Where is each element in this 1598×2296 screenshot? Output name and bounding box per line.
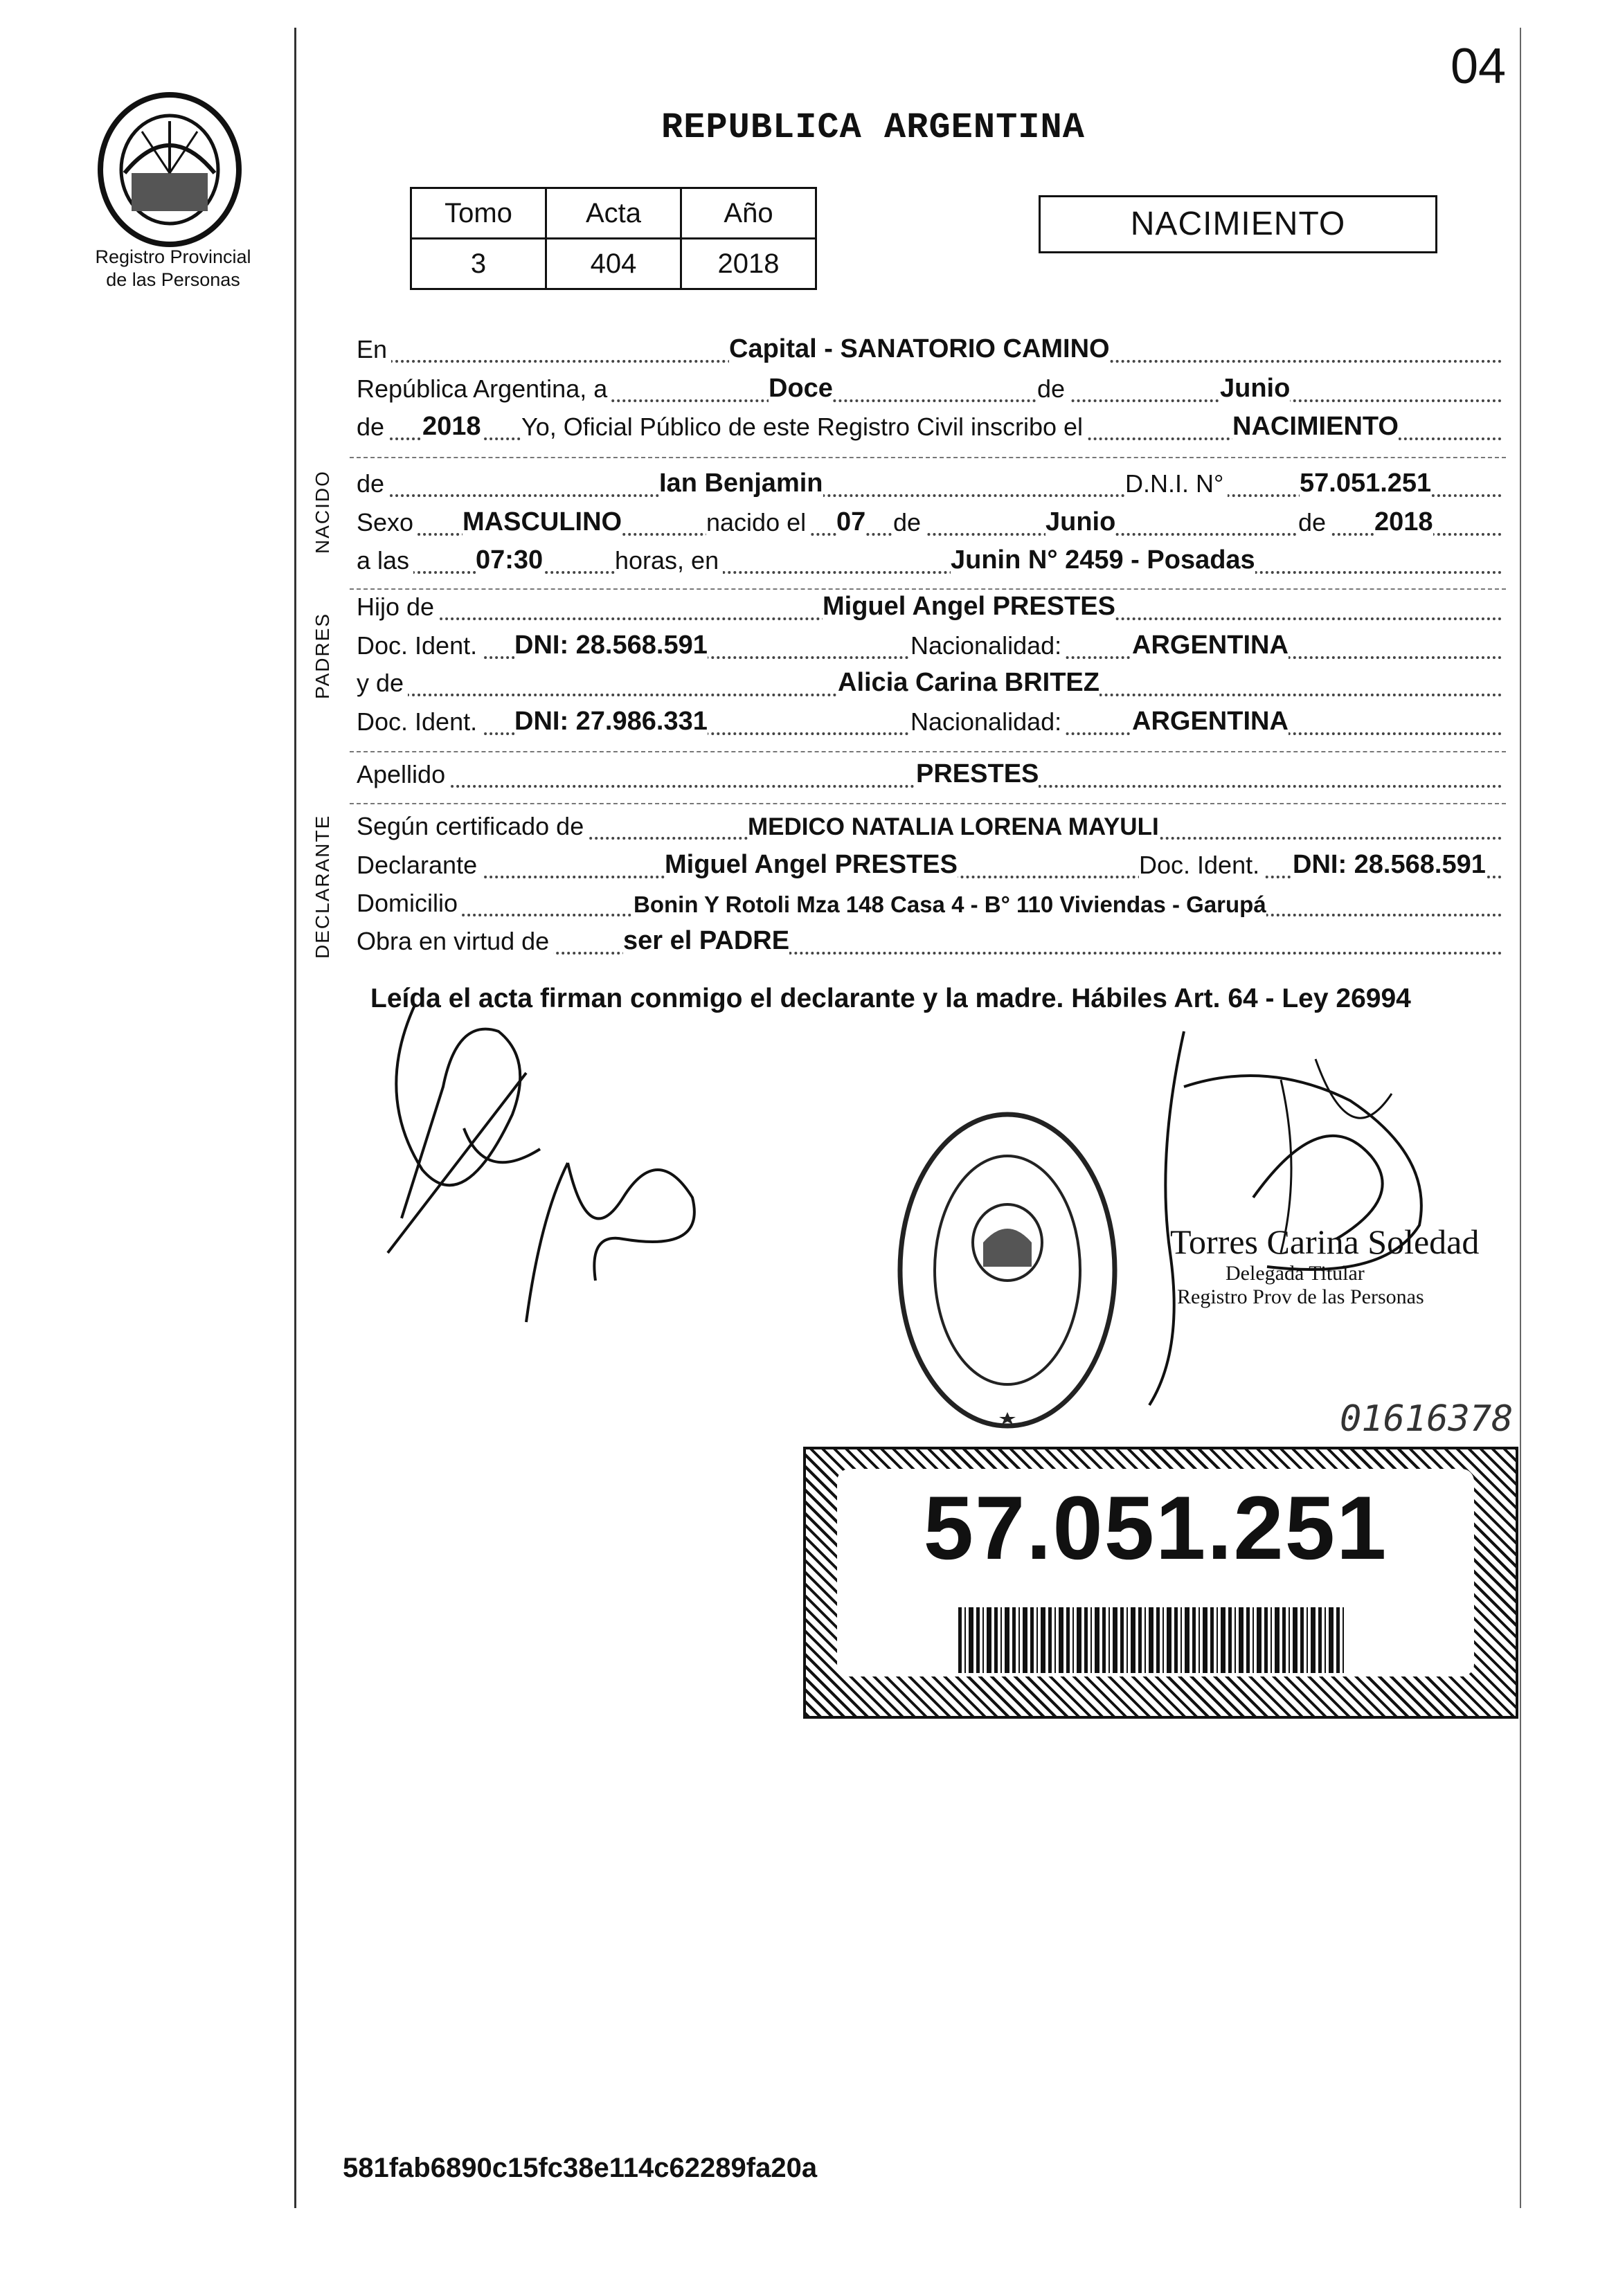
document-title: REPUBLICA ARGENTINA (661, 107, 1085, 148)
sexo-value: MASCULINO (463, 507, 622, 536)
page-number: 04 (1451, 39, 1507, 94)
domicilio-value: Bonin Y Rotoli Mza 148 Casa 4 - B° 110 Viviendas - Garupá (634, 892, 1266, 917)
official-name: Torres Carina Soledad Delegada Titular Registro Prov de las Personas (1170, 1222, 1480, 1308)
registry-stamp (893, 1104, 1122, 1436)
dni-value: 57.051.251 (1300, 469, 1432, 498)
label-number: 57.051.251 (923, 1477, 1388, 1578)
row-fecha: República Argentina, a Doce de Junio (357, 370, 1502, 409)
ref-value-anio: 2018 (681, 239, 816, 289)
id-label-sticker (803, 1447, 1518, 1719)
ref-header-acta: Acta (546, 188, 681, 239)
madre-doc-value: DNI: 27.986.331 (514, 707, 708, 736)
row-nombre: de Ian Benjamin D.N.I. N° 57.051.251 (357, 465, 1502, 504)
left-margin-line (294, 28, 296, 2208)
mes-value: Junio (1220, 374, 1291, 403)
ref-value-acta: 404 (546, 239, 681, 289)
madre-nac-value: ARGENTINA (1132, 707, 1289, 736)
row-inscripcion: de 2018 Yo, Oficial Público de este Registro Civil inscribo el NACIMIENTO (357, 408, 1502, 447)
row-domicilio: Domicilio Bonin Y Rotoli Mza 148 Casa 4 - B° 110 Viviendas - Garupá (357, 885, 1502, 923)
padre-nac-value: ARGENTINA (1132, 631, 1289, 660)
row-declarante: Declarante Miguel Angel PRESTES Doc. Ident. DNI: 28.568.591 (357, 847, 1502, 885)
ref-header-anio: Año (681, 188, 816, 239)
nombre-value: Ian Benjamin (659, 469, 823, 498)
row-sexo: Sexo MASCULINO nacido el 07 de Junio de 2018 (357, 504, 1502, 543)
side-label-declarante: DECLARANTE (312, 814, 333, 959)
declarante-doc-value: DNI: 28.568.591 (1293, 850, 1486, 879)
right-margin-line (1520, 28, 1521, 2208)
row-padre: Hijo de Miguel Angel PRESTES (357, 588, 1502, 627)
row-apellido: Apellido PRESTES (357, 756, 1502, 795)
row-padre-doc: Doc. Ident. DNI: 28.568.591 Nacionalidad: ARGENTINA (357, 627, 1502, 666)
row-madre: y de Alicia Carina BRITEZ (357, 665, 1502, 703)
legal-text: Leída el acta firman conmigo el declarante y la madre. Hábiles Art. 64 - Ley 26994 (370, 984, 1411, 1013)
row-madre-doc: Doc. Ident. DNI: 27.986.331 Nacionalidad: ARGENTINA (357, 703, 1502, 742)
official-signature (1142, 1018, 1468, 1412)
logo-caption: Registro Provincial de las Personas (95, 246, 251, 290)
certificado-value: MEDICO NATALIA LORENA MAYULI (748, 813, 1159, 840)
row-lugar: En Capital - SANATORIO CAMINO (357, 331, 1502, 370)
madre-value: Alicia Carina BRITEZ (838, 668, 1099, 697)
row-hora: a las 07:30 horas, en Junin N° 2459 - Posadas (357, 542, 1502, 581)
lugar-value: Capital - SANATORIO CAMINO (729, 334, 1110, 363)
document-hash: 581fab6890c15fc38e114c62289fa20a (343, 2153, 818, 2183)
padre-doc-value: DNI: 28.568.591 (514, 631, 708, 660)
serial-number: 01616378 (1340, 1398, 1514, 1440)
padre-value: Miguel Angel PRESTES (823, 592, 1115, 621)
ref-header-tomo: Tomo (411, 188, 546, 239)
barcode (958, 1607, 1346, 1673)
side-label-nacido: NACIDO (312, 470, 333, 554)
declarante-value: Miguel Angel PRESTES (665, 850, 958, 879)
apellido-value: PRESTES (916, 759, 1039, 788)
mes-nacido-value: Junio (1045, 507, 1116, 536)
acto-value: NACIMIENTO (1232, 412, 1399, 441)
dia-value: Doce (769, 374, 833, 403)
row-obra: Obra en virtud de ser el PADRE (357, 923, 1502, 961)
side-label-padres: PADRES (312, 612, 333, 699)
hora-value: 07:30 (476, 545, 544, 575)
document-type-box: NACIMIENTO (1039, 195, 1437, 253)
anio-value: 2018 (422, 412, 481, 441)
dia-nacido-value: 07 (836, 507, 866, 536)
reference-table (410, 187, 817, 290)
province-seal-logo (93, 90, 246, 249)
obra-value: ser el PADRE (623, 926, 790, 955)
lugar-nacido-value: Junin N° 2459 - Posadas (951, 545, 1255, 575)
anio-nacido-value: 2018 (1374, 507, 1433, 536)
row-certificado: Según certificado de MEDICO NATALIA LORENA MAYULI (357, 808, 1502, 847)
declarant-signature (360, 990, 720, 1350)
ref-value-tomo: 3 (411, 239, 546, 289)
